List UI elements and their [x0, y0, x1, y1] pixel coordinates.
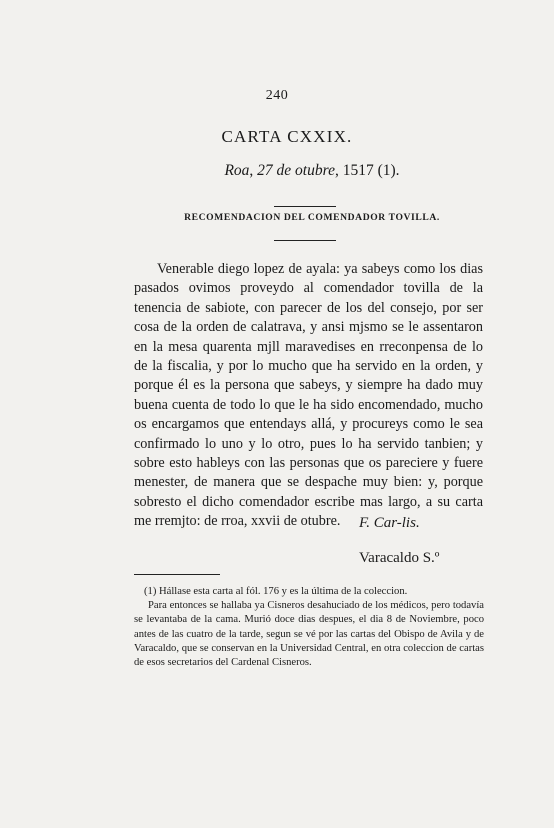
- divider-top: [274, 206, 336, 207]
- dateline-date: 27 de otubre: [257, 162, 335, 179]
- dateline-place: Roa: [224, 162, 250, 179]
- footnote-2: Para entonces se hallaba ya Cisneros desahuciado de los médicos, pero todavía se levantaba de la cama. Murió doce dias despues, el dia 8 de Noviembre, poco antes de las cuatro de la tarde, segun se vé por las cartas del Obispo de Avila y de Varacaldo, que se conservan en la Universidad Central, en otra coleccion de cartas de esos secretarios del Cardenal Cisneros.: [134, 600, 484, 669]
- letter-body: [134, 260, 483, 532]
- dateline-note: (1).: [377, 162, 400, 179]
- letter-title: CARTA CXXIX.: [221, 127, 353, 146]
- page-number: 240: [265, 88, 289, 103]
- dateline-year: 1517: [342, 162, 374, 179]
- footnote-1: (1) Hállase esta carta al fól. 176 y es la última de la coleccion.: [144, 586, 408, 597]
- dateline-comma-1: ,: [249, 162, 258, 179]
- divider-bottom: [274, 240, 336, 241]
- signature: F. Car-lis.: [359, 515, 420, 531]
- dateline-comma-2: ,: [334, 162, 343, 179]
- footnotes: [134, 585, 484, 670]
- letter-paragraph: Venerable diego lopez de ayala: ya sabeys como los dias pasados ovimos proveydo al comendador tovilla de la tenencia de sabiote, con parecer de los del consejo, por ser cosa de la orden de calatrava, y ansi mjsmo se le assentaron en la mesa quarenta mjll maravedises en rreconpensa de lo de la fiscalia, y por lo mucho que ha servido en la orden, y porque él es la persona que sabeys, y siempre ha dado muy buena cuenta de todo lo que le ha sido encomendado, mucho os encargamos que entendays allá, y procureys como le sea confirmado lo uno y lo otro, pues lo ha servido tanbien; y sobre esto hableys con las personas que os pareciere y fuere menester, de manera que se despache muy bien: y, porque sobresto el dicho comendador escribe mas largo, a su carta me rremjto: de rroa, xxvii de otubre.: [134, 261, 483, 530]
- subject-heading: RECOMENDACION DEL COMENDADOR TOVILLA.: [184, 212, 440, 223]
- footnote-divider: [134, 574, 220, 575]
- secretary-signature: Varacaldo S.º: [359, 550, 440, 566]
- dateline: [70, 162, 554, 180]
